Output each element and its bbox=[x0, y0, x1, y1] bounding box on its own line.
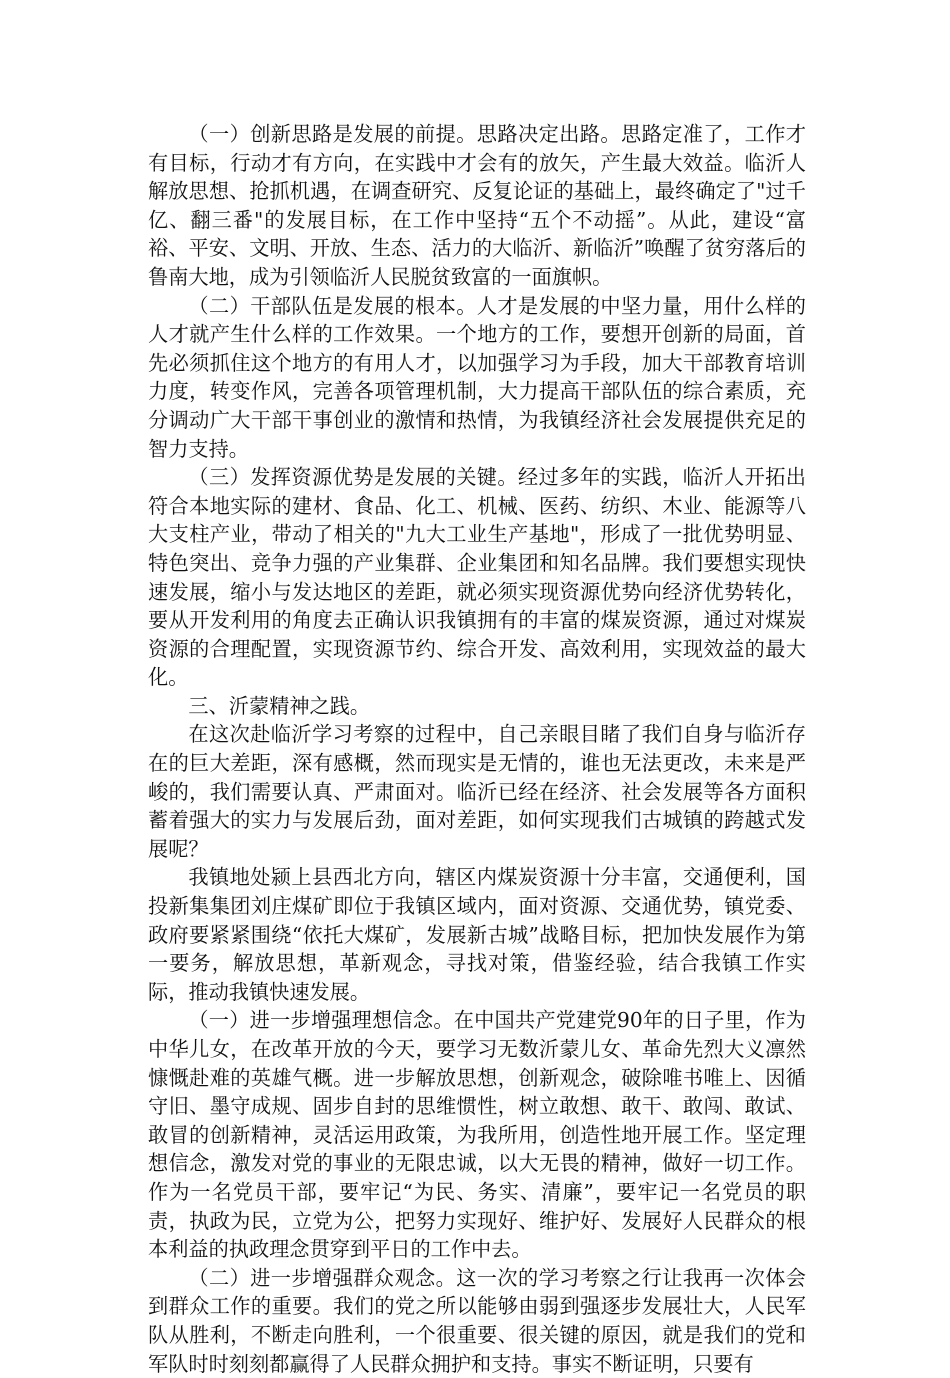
paragraph-cadres: （二）干部队伍是发展的根本。人才是发展的中坚力量，用什么样的人才就产生什么样的工作效果。一个地方的工作，要想开创新的局面，首先必须抓住这个地方的有用人才，以加强学习为手段，加大干部教育培训力度，转变作风，完善各项管理机制，大力提高干部队伍的综合素质，充分调动广大干部干事创业的激情和热情，为我镇经济社会发展提供充足的智力支持。 bbox=[148, 293, 806, 461]
paragraph-innovation: （一）创新思路是发展的前提。思路决定出路。思路定准了，工作才有目标，行动才有方向，在实践中才会有的放矢，产生最大效益。临沂人解放思想、抢抓机遇，在调查研究、反复论证的基础上，最终确定了"过千亿、翻三番"的发展目标，在工作中坚持“五个不动摇”。从此，建设“富裕、平安、文明、开放、生态、活力的大临沂、新临沂”唤醒了贫穷落后的鲁南大地，成为引领临沂人民脱贫致富的一面旗帜。 bbox=[148, 122, 806, 289]
section-heading-yimeng-practice: 三、沂蒙精神之践。 bbox=[188, 693, 371, 718]
document-body bbox=[148, 120, 806, 1378]
paragraph-ideals: （一）进一步增强理想信念。在中国共产党建党90年的日子里，作为中华儿女，在改革开放的今天，要学习无数沂蒙儿女、革命先烈大义凛然慷慨赴难的英雄气概。进一步解放思想，创新观念，破除唯书唯上、因循守旧、墨守成规、固步自封的思维惯性，树立敢想、敢干、敢闯、敢试、敢冒的创新精神，灵活运用政策，为我所用，创造性地开展工作。坚定理想信念，激发对党的事业的无限忠诚，以大无畏的精神，做好一切工作。作为一名党员干部，要牢记“为民、务实、清廉”，要牢记一名党员的职责，执政为民，立党为公，把努力实现好、维护好、发展好人民群众的根本利益的执政理念贯穿到平日的工作中去。 bbox=[148, 1008, 806, 1262]
paragraph-study-tour: 在这次赴临沂学习考察的过程中，自己亲眼目睹了我们自身与临沂存在的巨大差距，深有感概，然而现实是无情的，谁也无法更改，未来是严峻的，我们需要认真、严肃面对。临沂已经在经济、社会发展等各方面积蓄着强大的实力与发展后劲，面对差距，如何实现我们古城镇的跨越式发展呢？ bbox=[148, 722, 806, 861]
paragraph-masses: （二）进一步增强群众观念。这一次的学习考察之行让我再一次体会到群众工作的重要。我们的党之所以能够由弱到强逐步发展壮大，人民军队从胜利，不断走向胜利，一个很重要、很关键的原因，就是我们的党和军队时时刻刻都赢得了人民群众拥护和支持。事实不断证明，只要有 bbox=[148, 1265, 806, 1376]
paragraph-resources: （三）发挥资源优势是发展的关键。经过多年的实践，临沂人开拓出符合本地实际的建材、食品、化工、机械、医药、纺织、木业、能源等八大支柱产业，带动了相关的"九大工业生产基地"，形成了一批优势明显、特色突出、竞争力强的产业集群、企业集团和知名品牌。我们要想实现快速发展，缩小与发达地区的差距，就必须实现资源优势向经济优势转化，要从开发利用的角度去正确认识我镇拥有的丰富的煤炭资源，通过对煤炭资源的合理配置，实现资源节约、综合开发、高效利用，实现效益的最大化。 bbox=[148, 465, 806, 690]
paragraph-town-overview: 我镇地处颍上县西北方向，辖区内煤炭资源十分丰富，交通便利，国投新集集团刘庄煤矿即位于我镇区域内，面对资源、交通优势，镇党委、政府要紧紧围绕“依托大煤矿，发展新古城”战略目标，把加快发展作为第一要务，解放思想，革新观念，寻找对策，借鉴经验，结合我镇工作实际，推动我镇快速发展。 bbox=[148, 865, 806, 1004]
